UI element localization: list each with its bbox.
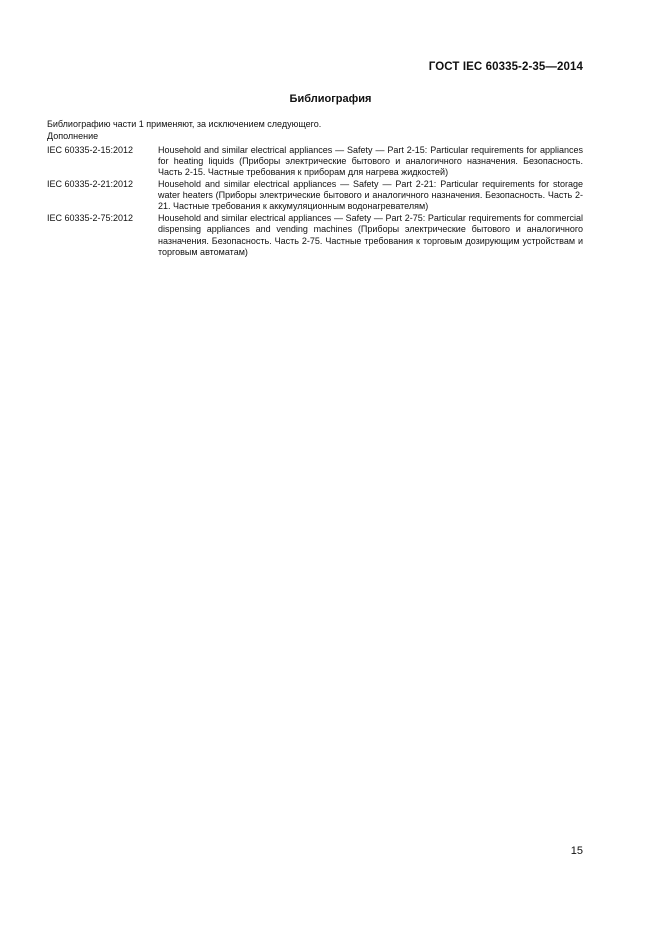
intro-block	[47, 119, 321, 142]
standard-title: Household and similar electrical appliances — Safety — Part 2-15: Particular requirements for appliances for heating liquids (Приборы электрические бытового и аналогичного назначения. Безопасность. Часть 2-15. Частные требования к приборам для нагрева жидкостей)	[158, 145, 583, 178]
page-number: 15	[570, 845, 583, 857]
standard-code: IEC 60335-2-21:2012	[47, 179, 134, 190]
supplement-label: Дополнение	[47, 130, 99, 141]
section-title: Библиография	[289, 93, 372, 105]
standard-code: IEC 60335-2-15:2012	[47, 145, 134, 155]
bibliography-entry	[47, 179, 583, 212]
bibliography-entry	[47, 145, 583, 178]
intro-text: Библиографию части 1 применяют, за исключением следующего.	[47, 119, 322, 129]
standard-title: Household and similar electrical appliances — Safety — Part 2-21: Particular requirements for storage water heaters (Приборы электрические бытового и аналогичного назначения. Безопасность. Часть 2-21. Частные требования к аккумуляционным водонагревателям)	[158, 179, 583, 212]
bibliography-entry	[47, 213, 583, 257]
standard-code: IEC 60335-2-75:2012	[47, 213, 134, 224]
bibliography-list	[47, 145, 583, 259]
document-header: ГОСТ IEC 60335-2-35—2014	[428, 61, 583, 73]
standard-title: Household and similar electrical appliances — Safety — Part 2-75: Particular requirements for commercial dispensing appliances and vending machines (Приборы электрические бытового и аналогичного назначения. Безопасность. Часть 2-75. Частные требования к торговым дозирующим устройствам и торговым автоматам)	[158, 213, 583, 257]
